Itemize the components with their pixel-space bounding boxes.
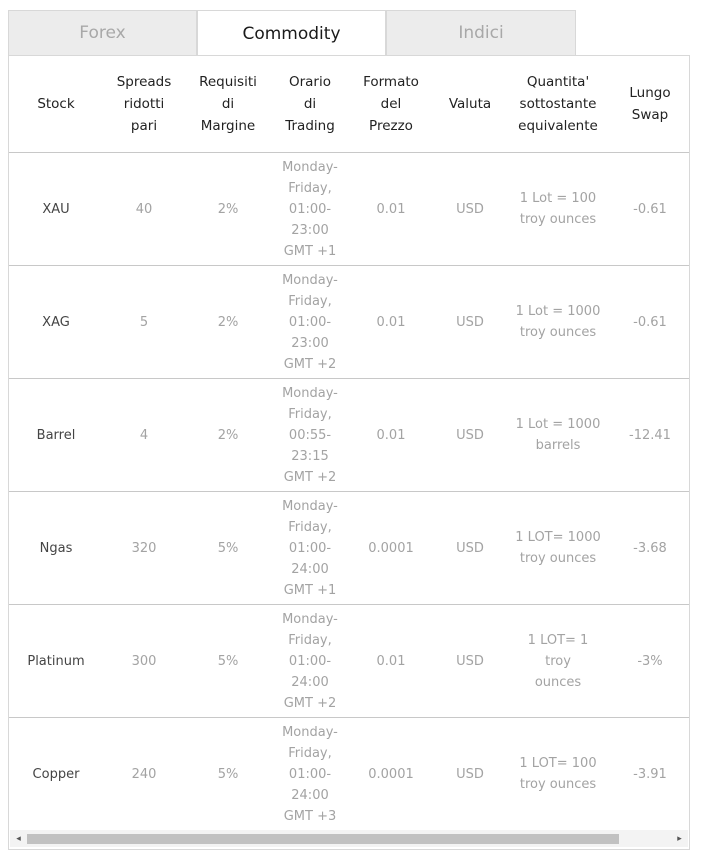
cell-quantity <box>507 153 609 266</box>
cell-trading-hours-line: 24:00 <box>291 787 329 803</box>
tab-bar <box>8 10 576 56</box>
cell-trading-hours-line: GMT +2 <box>283 695 337 711</box>
header-currency <box>433 56 507 153</box>
cell-margin: 2% <box>185 153 271 266</box>
cell-trading-hours-line: 01:00- <box>288 540 332 556</box>
header-long-swap <box>609 56 689 153</box>
header-text: di <box>221 96 235 112</box>
cell-margin: 5% <box>185 492 271 605</box>
cell-spread: 5 <box>103 266 185 379</box>
header-trading-hours <box>271 56 349 153</box>
tab-indici[interactable]: Indici <box>386 10 576 56</box>
cell-long-swap: -12.41 <box>609 379 689 492</box>
cell-quantity-line: 1 Lot = 1000 <box>515 417 601 432</box>
tab-commodity[interactable]: Commodity <box>197 10 386 57</box>
cell-price-format: 0.01 <box>349 379 433 492</box>
cell-quantity <box>507 492 609 605</box>
cell-long-swap: -0.61 <box>609 266 689 379</box>
cell-quantity-line: 1 LOT= 1 troy <box>527 632 589 669</box>
cell-margin: 5% <box>185 718 271 829</box>
header-text: Formato <box>363 74 419 90</box>
cell-quantity-line: 1 LOT= 1000 <box>515 530 601 545</box>
cell-trading-hours-line: Monday- <box>282 498 338 514</box>
cell-currency: USD <box>433 605 507 718</box>
cell-price-format: 0.0001 <box>349 492 433 605</box>
cell-price-format: 0.0001 <box>349 718 433 829</box>
cell-long-swap: -3.68 <box>609 492 689 605</box>
header-quantity <box>507 56 609 153</box>
cell-stock: XAG <box>9 266 103 379</box>
table-row <box>9 605 689 718</box>
header-text: Prezzo <box>369 118 413 134</box>
cell-long-swap: -3.91 <box>609 718 689 829</box>
cell-currency: USD <box>433 492 507 605</box>
cell-quantity <box>507 266 609 379</box>
cell-trading-hours-line: 23:00 <box>291 335 329 351</box>
header-text: del <box>380 96 402 112</box>
cell-quantity <box>507 718 609 829</box>
cell-stock: Ngas <box>9 492 103 605</box>
cell-margin: 5% <box>185 605 271 718</box>
cell-trading-hours-line: Monday- <box>282 611 338 627</box>
cell-trading-hours-line: 24:00 <box>291 561 329 577</box>
cell-trading-hours <box>271 718 349 829</box>
header-text: Spreads <box>116 74 172 90</box>
cell-trading-hours-line: Friday, <box>288 293 332 309</box>
cell-spread: 240 <box>103 718 185 829</box>
cell-trading-hours-line: Friday, <box>288 406 332 422</box>
cell-trading-hours-line: 01:00- <box>288 201 332 217</box>
cell-trading-hours-line: GMT +3 <box>283 808 337 824</box>
cell-trading-hours-line: 23:00 <box>291 222 329 238</box>
cell-trading-hours-line: 23:15 <box>291 448 329 464</box>
cell-quantity <box>507 379 609 492</box>
cell-trading-hours-line: 01:00- <box>288 314 332 330</box>
cell-trading-hours <box>271 605 349 718</box>
header-text: Quantita' <box>526 74 590 90</box>
header-margin <box>185 56 271 153</box>
table-scroll-area[interactable] <box>9 56 689 828</box>
cell-spread: 300 <box>103 605 185 718</box>
header-text: pari <box>130 118 158 134</box>
commodity-panel <box>8 55 690 850</box>
cell-trading-hours-line: 01:00- <box>288 766 332 782</box>
table-row <box>9 266 689 379</box>
cell-trading-hours-line: 01:00- <box>288 653 332 669</box>
cell-trading-hours-line: Friday, <box>288 180 332 196</box>
cell-quantity-line: troy ounces <box>519 325 597 340</box>
cell-quantity-line: troy ounces <box>519 551 597 566</box>
table-row <box>9 379 689 492</box>
cell-currency: USD <box>433 153 507 266</box>
cell-trading-hours <box>271 153 349 266</box>
cell-quantity-line: ounces <box>534 674 582 690</box>
cell-price-format: 0.01 <box>349 605 433 718</box>
table-header-row <box>9 56 689 153</box>
cell-stock: XAU <box>9 153 103 266</box>
horizontal-scrollbar[interactable] <box>10 830 688 847</box>
header-text: Swap <box>631 107 669 123</box>
cell-trading-hours-line: Monday- <box>282 159 338 175</box>
cell-trading-hours-line: Monday- <box>282 385 338 401</box>
cell-trading-hours-line: Friday, <box>288 519 332 535</box>
header-text: Lungo <box>629 85 671 101</box>
cell-trading-hours-line: Friday, <box>288 745 332 761</box>
header-text: di <box>303 96 317 112</box>
header-text: Margine <box>200 118 256 134</box>
cell-long-swap: -3% <box>609 605 689 718</box>
scrollbar-thumb[interactable] <box>27 834 619 844</box>
header-text: equivalente <box>518 118 598 134</box>
cell-stock: Barrel <box>9 379 103 492</box>
tab-forex[interactable]: Forex <box>8 10 197 56</box>
table-row <box>9 718 689 829</box>
cell-trading-hours-line: Monday- <box>282 724 338 740</box>
commodity-table <box>9 56 689 828</box>
cell-trading-hours-line: 24:00 <box>291 674 329 690</box>
cell-trading-hours-line: GMT +1 <box>283 582 337 598</box>
cell-trading-hours <box>271 379 349 492</box>
cell-price-format: 0.01 <box>349 266 433 379</box>
table-body <box>9 153 689 829</box>
cell-trading-hours-line: GMT +1 <box>283 243 337 259</box>
table-row <box>9 492 689 605</box>
header-text: Trading <box>285 118 335 134</box>
cell-price-format: 0.01 <box>349 153 433 266</box>
header-spreads <box>103 56 185 153</box>
cell-trading-hours <box>271 266 349 379</box>
cell-stock: Platinum <box>9 605 103 718</box>
cell-trading-hours-line: Monday- <box>282 272 338 288</box>
header-text: Orario <box>288 74 331 90</box>
header-text: Valuta <box>448 96 492 112</box>
header-text: Requisiti <box>199 74 257 90</box>
cell-trading-hours <box>271 492 349 605</box>
cell-currency: USD <box>433 266 507 379</box>
cell-currency: USD <box>433 718 507 829</box>
cell-quantity-line: troy ounces <box>519 777 597 792</box>
header-text: ridotti <box>123 96 165 112</box>
cell-quantity-line: 1 LOT= 100 <box>519 756 597 771</box>
scroll-left-arrow-icon[interactable]: ◂ <box>16 833 21 844</box>
cell-stock: Copper <box>9 718 103 829</box>
cell-trading-hours-line: 00:55- <box>288 427 332 443</box>
scroll-right-arrow-icon[interactable]: ▸ <box>677 833 682 844</box>
cell-quantity-line: troy ounces <box>519 212 597 227</box>
header-text: sottostante <box>519 96 597 112</box>
cell-currency: USD <box>433 379 507 492</box>
cell-spread: 40 <box>103 153 185 266</box>
table-row <box>9 153 689 266</box>
cell-spread: 320 <box>103 492 185 605</box>
cell-trading-hours-line: GMT +2 <box>283 356 337 372</box>
cell-margin: 2% <box>185 266 271 379</box>
header-stock <box>9 56 103 153</box>
header-text: Stock <box>37 96 75 112</box>
cell-long-swap: -0.61 <box>609 153 689 266</box>
cell-trading-hours-line: GMT +2 <box>283 469 337 485</box>
cell-quantity-line: barrels <box>535 438 581 453</box>
cell-spread: 4 <box>103 379 185 492</box>
cell-margin: 2% <box>185 379 271 492</box>
cell-trading-hours-line: Friday, <box>288 632 332 648</box>
cell-quantity <box>507 605 609 718</box>
cell-quantity-line: 1 Lot = 100 <box>519 191 597 206</box>
cell-quantity-line: 1 Lot = 1000 <box>515 304 601 319</box>
header-price-format <box>349 56 433 153</box>
